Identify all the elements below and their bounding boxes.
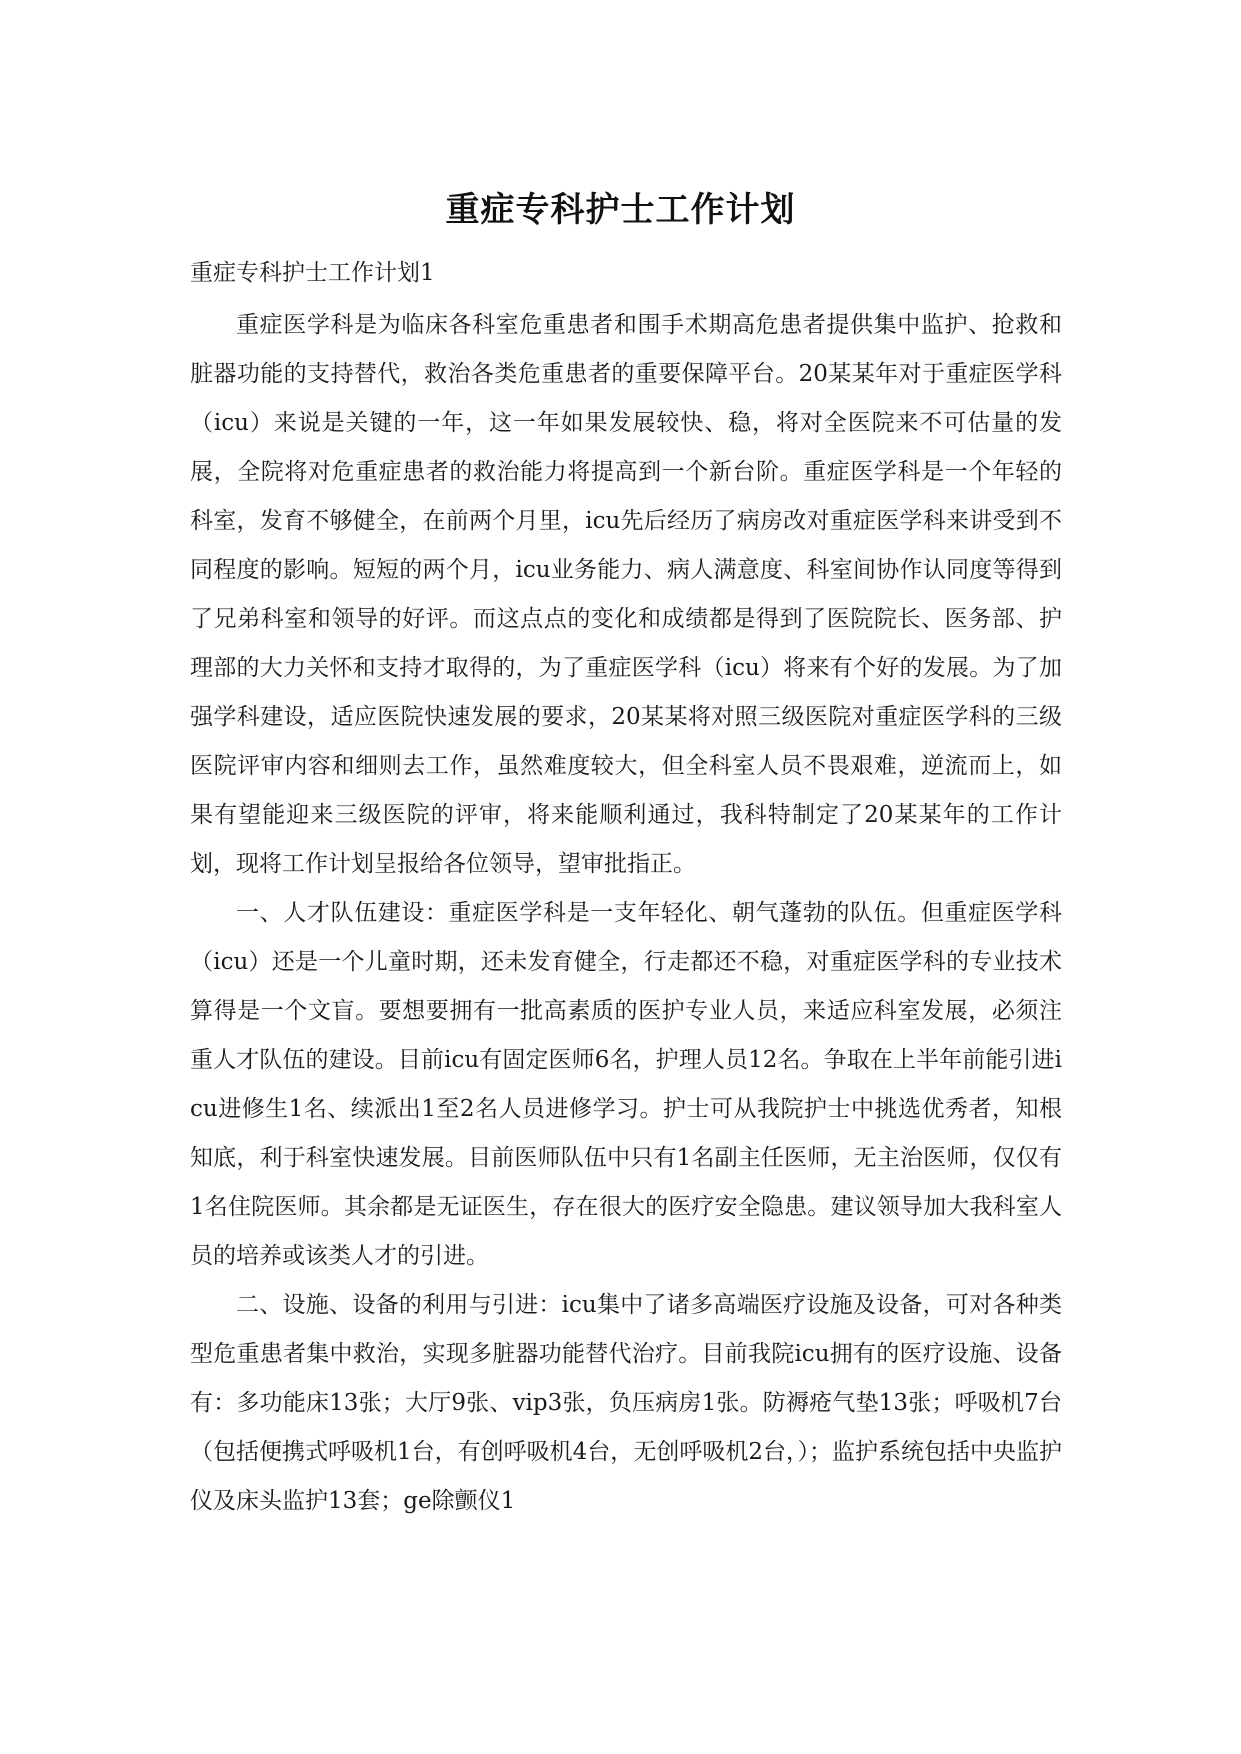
paragraph-talent-team: 一、人才队伍建设：重症医学科是一支年轻化、朝气蓬勃的队伍。但重症医学科（icu）还是一个儿童时期，还未发育健全，行走都还不稳，对重症医学科的专业技术算得是一个文盲。要想要拥有一批高素质的医护专业人员，来适应科室发展，必须注重人才队伍的建设。目前icu有固定医师6名，护理人员12名。争取在上半年前能引进icu进修生1名、续派出1至2名人员进修学习。护士可从我院护士中挑选优秀者，知根知底，利于科室快速发展。目前医师队伍中只有1名副主任医师，无主治医师，仅仅有1名住院医师。其余都是无证医生，存在很大的医疗安全隐患。建议领导加大我科室人员的培养或该类人才的引进。 <box>190 900 1062 1269</box>
paragraph-equipment: 二、设施、设备的利用与引进：icu集中了诸多高端医疗设施及设备，可对各种类型危重患者集中救治，实现多脏器功能替代治疗。目前我院icu拥有的医疗设施、设备有：多功能床13张；大厅9张、vip3张，负压病房1张。防褥疮气垫13张；呼吸机7台（包括便携式呼吸机1台，有创呼吸机4台，无创呼吸机2台，）；监护系统包括中央监护仪及床头监护13套；ge除颤仪1 <box>190 1292 1062 1514</box>
document-title: 重症专科护士工作计划 <box>445 190 796 230</box>
document-subtitle: 重症专科护士工作计划1 <box>190 260 435 286</box>
paragraph-intro: 重症医学科是为临床各科室危重患者和围手术期高危患者提供集中监护、抢救和脏器功能的支持替代，救治各类危重患者的重要保障平台。20某某年对于重症医学科（icu）来说是关键的一年，这一年如果发展较快、稳，将对全医院来不可估量的发展，全院将对危重症患者的救治能力将提高到一个新台阶。重症医学科是一个年轻的科室，发育不够健全，在前两个月里，icu先后经历了病房改对重症医学科来讲受到不同程度的影响。短短的两个月，icu业务能力、病人满意度、科室间协作认同度等得到了兄弟科室和领导的好评。而这点点的变化和成绩都是得到了医院院长、医务部、护理部的大力关怀和支持才取得的，为了重症医学科（icu）将来有个好的发展。为了加强学科建设，适应医院快速发展的要求，20某某将对照三级医院对重症医学科的三级医院评审内容和细则去工作，虽然难度较大，但全科室人员不畏艰难，逆流而上，如果有望能迎来三级医院的评审，将来能顺利通过，我科特制定了20某某年的工作计划，现将工作计划呈报给各位领导，望审批指正。 <box>190 312 1062 877</box>
document-body <box>190 301 1062 1526</box>
